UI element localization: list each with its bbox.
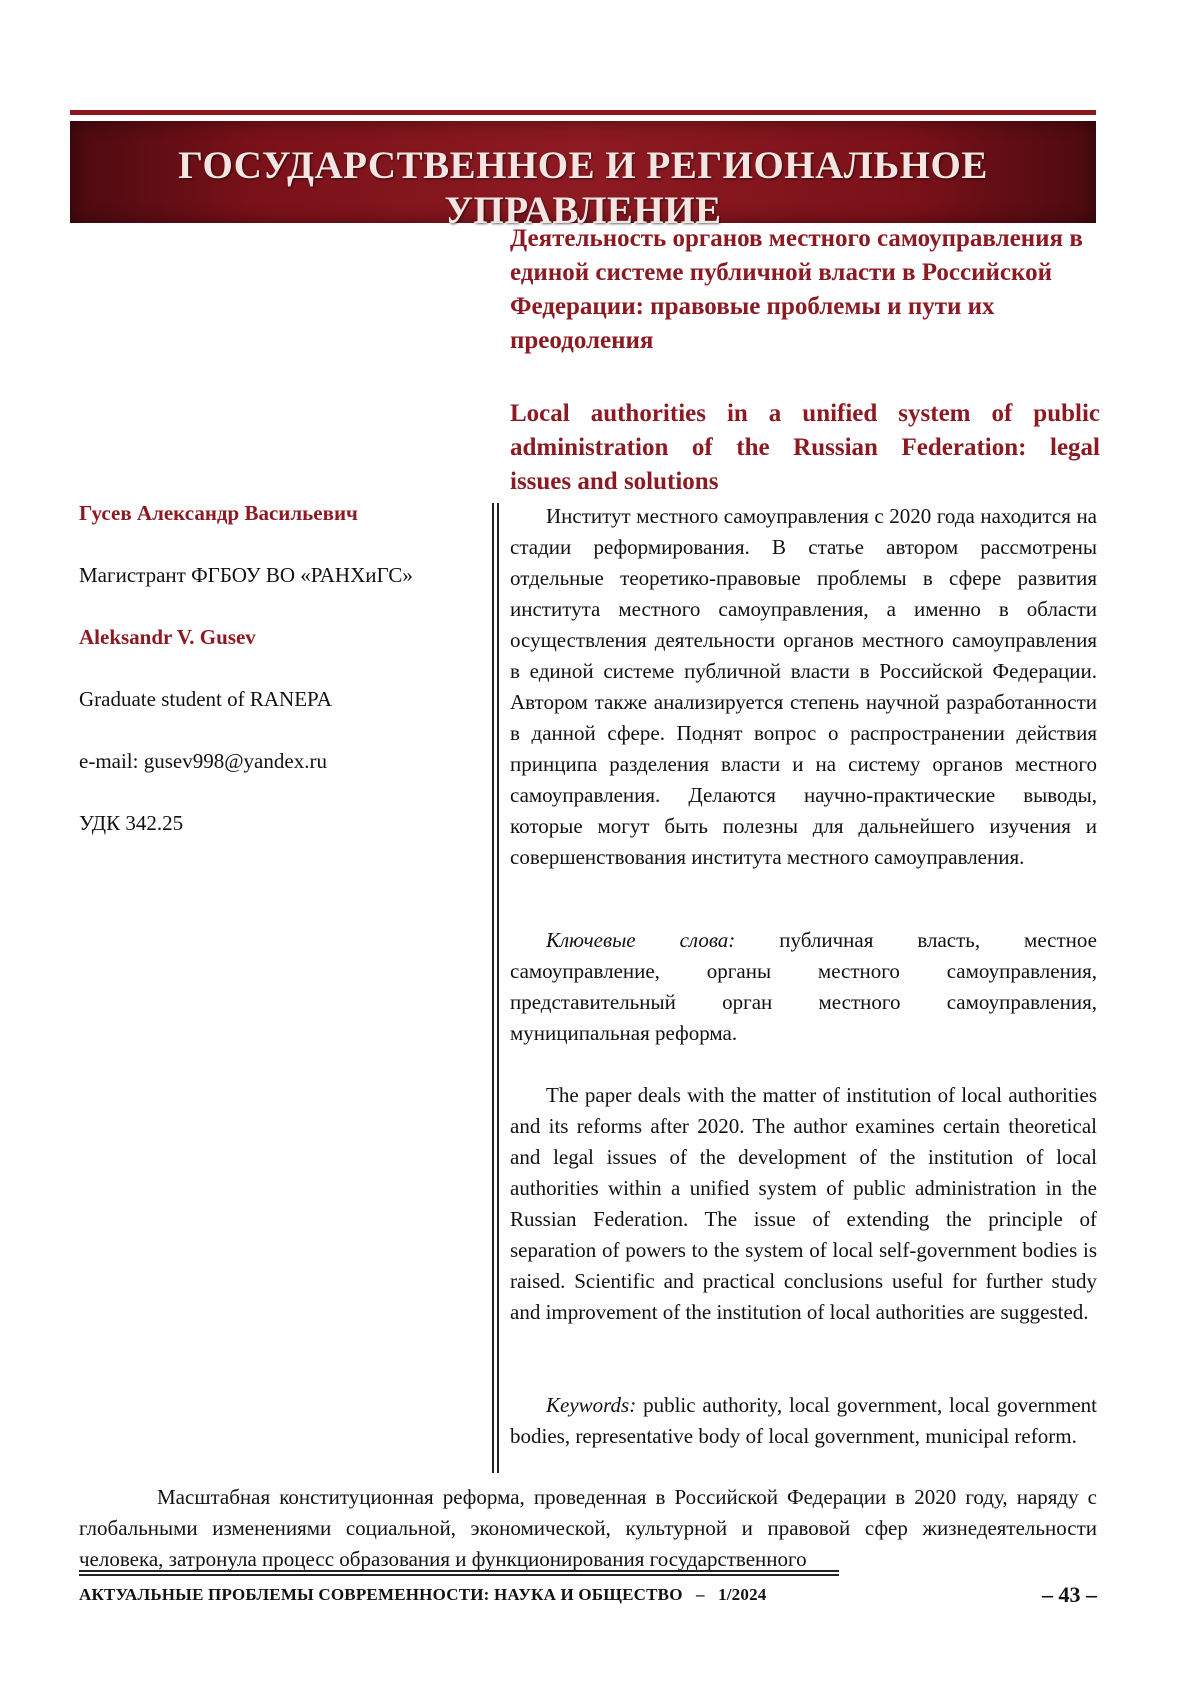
journal-issue: 1/2024 <box>718 1585 766 1604</box>
abstract-ru <box>510 501 1097 873</box>
keywords-en <box>510 1390 1097 1452</box>
author-position-en: Graduate student of RANEPA <box>79 687 332 712</box>
keywords-ru-text: публичная власть, местное самоуправление, органы местного самоуправления, представительный орган местного самоуправления, муниципальная реформа. <box>510 928 1097 1045</box>
footer-journal-info <box>79 1585 767 1605</box>
body-paragraph: Масштабная конституционная реформа, проведенная в Российской Федерации в 2020 году, наряду с глобальными изменениями социальной, экономической, культурной и правовой сфер жизнедеятельности человека, затронула процесс образования и функционирования государственного <box>79 1482 1097 1575</box>
article-title-en-line: issues and solutions <box>510 465 1100 499</box>
keywords-en-text: public authority, local government, local government bodies, representative body of local government, municipal reform. <box>510 1393 1097 1448</box>
author-email: e-mail: gusev998@yandex.ru <box>79 749 327 774</box>
author-name-en: Aleksandr V. Gusev <box>79 625 256 650</box>
abstract-en-text: The paper deals with the matter of institution of local authorities and its reforms after 2020. The author examines certain theoretical and legal issues of the development of the institution of local authorities within a unified system of public administration in the Russian Federation. The issue of extending the principle of separation of powers to the system of local self-government bodies is raised. Scientific and practical conclusions useful for further study and improvement of the institution of local authorities are suggested. <box>510 1080 1097 1328</box>
author-name-ru: Гусев Александр Васильевич <box>79 501 358 526</box>
abstract-ru-text: Институт местного самоуправления с 2020 года находится на стадии реформирования. В статье автором рассмотрены отдельные теоретико-правовые проблемы в сфере развития института местного самоуправления, а именно в области осуществления деятельности органов местного самоуправления в единой системе публичной власти в Российской Федерации. Автором также анализируется степень научной разработанности в данной сфере. Поднят вопрос о распространении действия принципа разделения власти и на систему органов местного самоуправления. Делаются научно-практические выводы, которые могут быть полезны для дальнейшего изучения и совершенствования института местного самоуправления. <box>510 501 1097 873</box>
footer-separator: – <box>696 1585 705 1604</box>
article-title-en-line: Local authorities in a unified system of public <box>510 397 1100 431</box>
udc-code: УДК 342.25 <box>79 811 183 836</box>
article-title-en <box>510 397 1100 499</box>
keywords-ru-label: Ключевые слова: <box>546 928 735 952</box>
article-title-ru: Деятельность органов местного самоуправления в единой системе публичной власти в Российской Федерации: правовые проблемы и пути их преодоления <box>510 222 1100 358</box>
journal-name: АКТУАЛЬНЫЕ ПРОБЛЕМЫ СОВРЕМЕННОСТИ: НАУКА И ОБЩЕСТВО <box>79 1585 683 1604</box>
keywords-en-label: Keywords: <box>546 1393 636 1417</box>
author-position-ru: Магистрант ФГБОУ ВО «РАНХиГС» <box>79 563 413 588</box>
column-divider <box>492 503 499 1473</box>
body-text <box>79 1482 1097 1575</box>
abstract-en <box>510 1080 1097 1328</box>
section-header-band <box>70 121 1096 223</box>
footer-rule <box>79 1570 839 1576</box>
top-rule <box>70 110 1096 115</box>
page-number: – 43 – <box>1042 1582 1097 1608</box>
section-title: ГОСУДАРСТВЕННОЕ И РЕГИОНАЛЬНОЕ УПРАВЛЕНИЕ <box>70 143 1096 233</box>
article-title-en-line: administration of the Russian Federation: legal <box>510 431 1100 465</box>
keywords-ru <box>510 925 1097 1049</box>
